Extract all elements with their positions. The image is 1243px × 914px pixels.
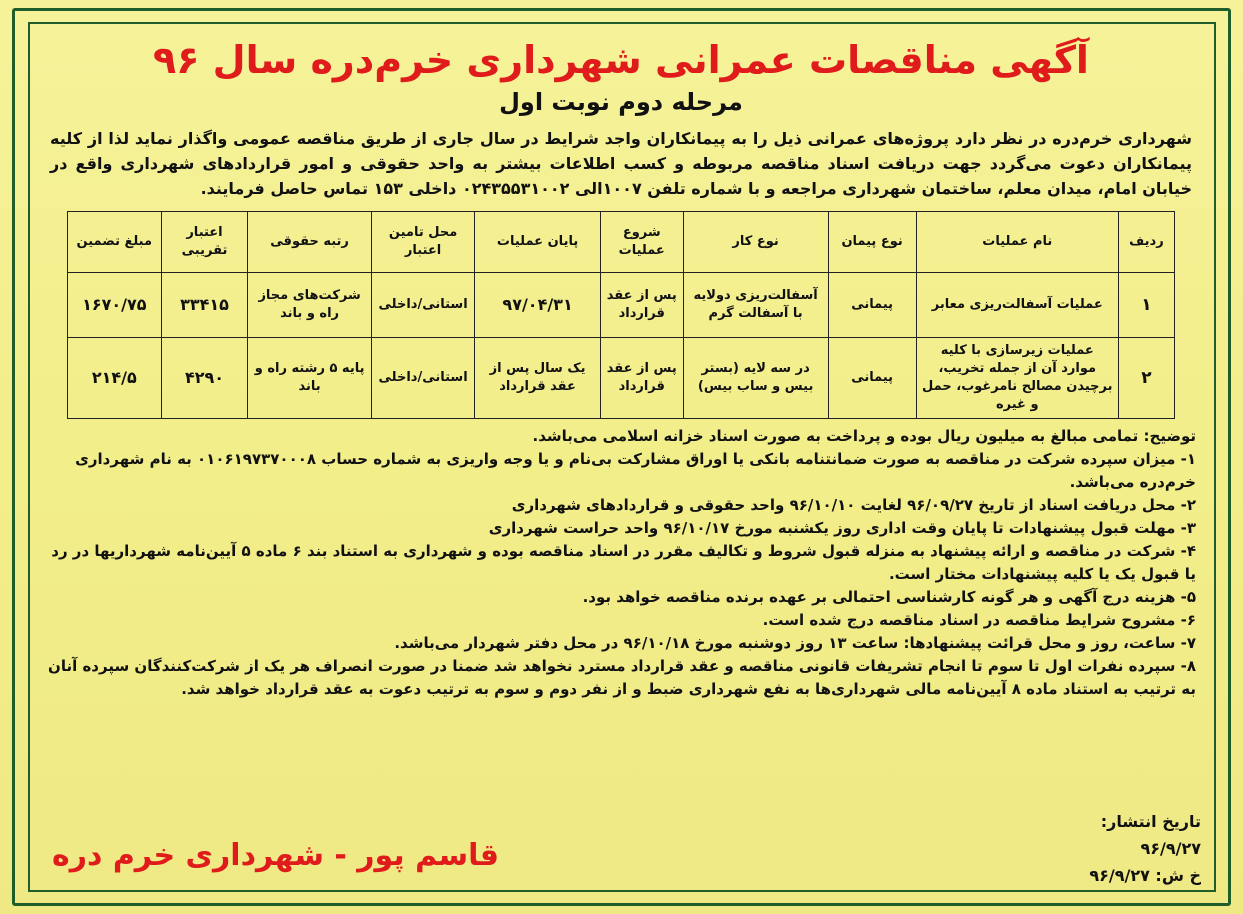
cell-legal-rank: پایه ۵ رشته راه و باند [248, 338, 371, 419]
col-operation-name: نام عملیات [916, 212, 1118, 273]
cell-start: پس از عقد قرارداد [600, 338, 683, 419]
note-item: ۶- مشروح شرایط مناقصه در اسناد مناقصه درج شده است. [762, 611, 1196, 629]
note-item: ۵- هزینه درج آگهی و هر گونه کارشناسی احتمالی بر عهده برنده مناقصه خواهد بود. [582, 588, 1196, 606]
col-contract-type: نوع پیمان [828, 212, 916, 273]
ad-content [40, 30, 1202, 701]
signature: قاسم پور - شهرداری خرم دره [52, 838, 500, 873]
kh-date-value: ۹۶/۹/۲۷ [1089, 866, 1150, 885]
note-item: ۱- میزان سپرده شرکت در مناقصه به صورت ضمانتنامه بانکی یا اوراق مشارکت بی‌نام و یا وجه واریزی به شماره حساب ۰۱۰۶۱۹۷۳۷۰۰۰۸ به نام شهرداری خرم‌دره می‌باشد. [75, 450, 1196, 491]
cell-operation-name: عملیات زیرسازی با کلیه موارد آن از جمله تخریب، برچیدن مصالح نامرغوب، حمل و غیره [916, 338, 1118, 419]
cell-start: پس از عقد قرارداد [600, 273, 683, 338]
col-row-number: ردیف [1118, 212, 1174, 273]
col-end: پایان عملیات [475, 212, 600, 273]
cell-work-type: آسفالت‌ریزی دولایه با آسفالت گرم [683, 273, 828, 338]
cell-row-number: ۱ [1118, 273, 1174, 338]
cell-funding-source: استانی/داخلی [371, 338, 475, 419]
intro-paragraph: شهرداری خرم‌دره در نظر دارد پروژه‌های عمرانی ذیل را به پیمانکاران واجد شرایط در سال جاری از طریق مناقصه عمومی واگذار نماید لذا از کلیه پیمانکاران دعوت می‌گردد جهت دریافت اسناد مناقصه مربوطه و کسب اطلاعات بیشتر به واحد حقوقی و امور قراردادهای شهرداری واقع در خیابان امام، میدان معلم، ساختمان شهرداری مراجعه و با شماره تلفن ۱۰۰۷الی ۰۲۴۳۵۵۳۱۰۰۲ داخلی ۱۵۳ تماس حاصل فرمایند. [50, 129, 1192, 198]
note-item: ۷- ساعت، روز و محل قرائت پیشنهادها: ساعت ۱۳ روز دوشنبه مورخ ۹۶/۱۰/۱۸ در محل دفتر شهردار می‌باشد. [394, 634, 1196, 652]
ad-subtitle: مرحله دوم نوبت اول [499, 88, 743, 116]
col-funding-source: محل تامین اعتبار [371, 212, 475, 273]
cell-funding-source: استانی/داخلی [371, 273, 475, 338]
note-explanation: توضیح: تمامی مبالغ به میلیون ریال بوده و پرداخت به صورت اسناد خزانه اسلامی می‌باشد. [532, 427, 1196, 445]
cell-row-number: ۲ [1118, 338, 1174, 419]
col-work-type: نوع کار [683, 212, 828, 273]
cell-contract-type: پیمانی [828, 338, 916, 419]
table-row [68, 338, 1175, 419]
cell-work-type: در سه لایه (بستر بیس و ساب بیس) [683, 338, 828, 419]
col-guarantee-amount: مبلغ تضمین [68, 212, 162, 273]
cell-end: ۹۷/۰۴/۳۱ [475, 273, 600, 338]
kh-date-line [1089, 862, 1201, 889]
cell-end: یک سال پس از عقد قرارداد [475, 338, 600, 419]
publication-date-line [1089, 808, 1201, 862]
cell-guarantee-amount: ۲۱۴/۵ [68, 338, 162, 419]
cell-legal-rank: شرکت‌های مجاز راه و باند [248, 273, 371, 338]
col-approx-budget: اعتبار تقریبی [161, 212, 248, 273]
publication-date-value: ۹۶/۹/۲۷ [1140, 839, 1201, 858]
col-legal-rank: رتبه حقوقی [248, 212, 371, 273]
cell-approx-budget: ۴۲۹۰ [161, 338, 248, 419]
note-item: ۲- محل دریافت اسناد از تاریخ ۹۶/۰۹/۲۷ لغایت ۹۶/۱۰/۱۰ واحد حقوقی و قراردادهای شهرداری [511, 496, 1196, 514]
cell-contract-type: پیمانی [828, 273, 916, 338]
ad-title: آگهی مناقصات عمرانی شهرداری خرم‌دره سال ۹۶ [153, 38, 1089, 82]
notes-section [40, 425, 1202, 701]
cell-operation-name: عملیات آسفالت‌ریزی معابر [916, 273, 1118, 338]
col-start: شروع عملیات [600, 212, 683, 273]
note-item: ۴- شرکت در مناقصه و ارائه پیشنهاد به منزله قبول شروط و تکالیف مقرر در اسناد مناقصه بوده و شهرداری به استناد بند ۶ ماده ۵ آیین‌نامه شهرداریها در رد یا قبول یک یا کلیه پیشنهادات مختار است. [51, 542, 1196, 583]
publication-date-label: تاریخ انتشار: [1100, 812, 1201, 831]
table-header-row [68, 212, 1175, 273]
tender-table [67, 211, 1175, 419]
table-row [68, 273, 1175, 338]
publication-info [1089, 808, 1201, 889]
kh-date-label: خ ش: [1155, 866, 1201, 885]
cell-approx-budget: ۳۳۴۱۵ [161, 273, 248, 338]
cell-guarantee-amount: ۱۶۷۰/۷۵ [68, 273, 162, 338]
note-item: ۳- مهلت قبول پیشنهادات تا پایان وقت اداری روز یکشنبه مورخ ۹۶/۱۰/۱۷ واحد حراست شهرداری [488, 519, 1196, 537]
note-item: ۸- سپرده نفرات اول تا سوم تا انجام تشریفات قانونی مناقصه و عقد قرارداد مسترد نخواهد شد ضمنا در صورت انصراف هر یک از شرکت‌کنندگان سپرده آنان به ترتیب به استناد ماده ۸ آیین‌نامه مالی شهرداری‌ها به نفع شهرداری ضبط و از نفر دوم و سوم به ترتیب دعوت به عقد قرارداد خواهد شد. [48, 657, 1196, 698]
